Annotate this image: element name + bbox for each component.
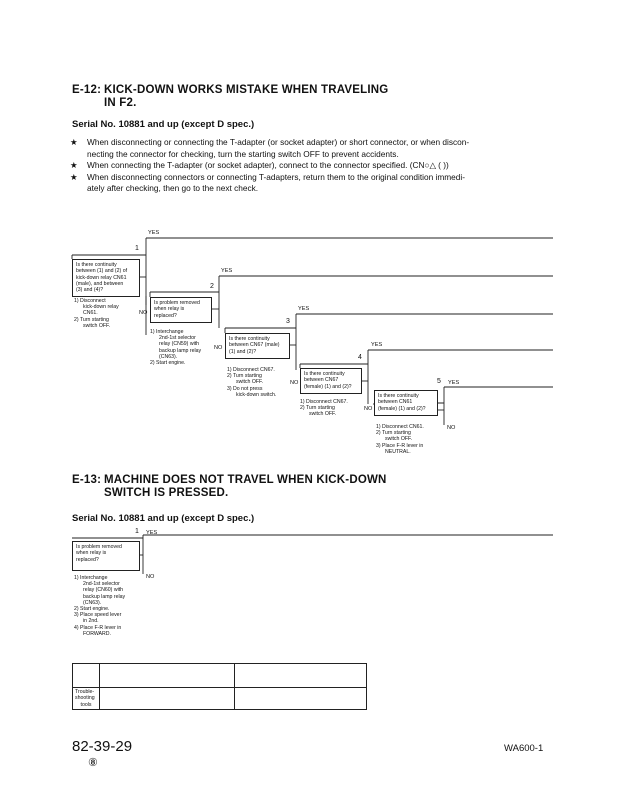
e12-title-line1: KICK-DOWN WORKS MISTAKE WHEN TRAVELING <box>104 84 389 96</box>
troubleshooting-tools-table <box>72 663 367 710</box>
question-line: replaced? <box>154 312 177 319</box>
step: 3) Place F-R lever in <box>376 442 424 449</box>
no-label: NO <box>364 406 373 412</box>
step: backup lamp relay <box>83 593 126 600</box>
no-label: NO <box>447 425 456 431</box>
yes-label: YES <box>146 530 158 536</box>
step: 2) Turn starting <box>74 316 109 323</box>
page-number: 82-39-29 <box>72 738 133 755</box>
tools-label <box>73 688 100 710</box>
no-label: NO <box>146 574 155 580</box>
question-line: between CN67 <box>304 377 339 384</box>
step: in 2nd. <box>83 618 99 625</box>
question-line: between CN67 (male) <box>229 342 280 349</box>
e13-check-question <box>72 541 140 571</box>
check-number: 1 <box>135 245 139 252</box>
step: (CN63). <box>83 599 102 606</box>
step: backup lamp relay <box>159 347 202 354</box>
step: CN61. <box>83 310 98 317</box>
note-line: When connecting the T-adapter (or socket adapter), connect to the connector specified. (CN○△ ( )) <box>87 160 449 170</box>
step: 2) Turn starting <box>227 373 262 380</box>
step: 2) Turn starting <box>300 405 335 412</box>
question-line: (male), and between <box>76 280 124 287</box>
e13-serial: Serial No. 10881 and up (except D spec.) <box>72 513 255 524</box>
step: relay (CN59) with <box>159 341 200 348</box>
no-label: NO <box>214 345 223 351</box>
yes-label: YES <box>371 342 383 348</box>
step: NEUTRAL. <box>385 448 411 455</box>
table-cell <box>73 664 100 688</box>
no-label: NO <box>290 380 299 386</box>
step: switch OFF. <box>83 322 111 329</box>
step: 2nd-1st selector <box>83 581 120 588</box>
question-line: Is problem removed <box>154 300 200 306</box>
step: 2) Turn starting <box>376 430 411 437</box>
yes-label: YES <box>148 230 160 236</box>
step: FORWARD. <box>83 630 111 637</box>
question-line: replaced? <box>76 556 99 563</box>
question-line: (female) (1) and (2)? <box>304 383 352 390</box>
no-label: NO <box>139 310 148 316</box>
step: 3) Place speed lever <box>74 612 122 619</box>
note-line: necting the connector for checking, turn the starting switch OFF to prevent accidents. <box>87 148 399 159</box>
e12-serial: Serial No. 10881 and up (except D spec.) <box>72 119 255 130</box>
model-code: WA600-1 <box>504 743 544 754</box>
step: 1) Disconnect CN67. <box>227 367 275 373</box>
question-line: when relay is <box>154 306 185 313</box>
step: 2) Start engine. <box>150 360 186 367</box>
star-icon: ★ <box>70 137 78 147</box>
e13-title-line1: MACHINE DOES NOT TRAVEL WHEN KICK-DOWN <box>104 474 387 486</box>
question-line: kick-down relay CN61 <box>76 274 127 281</box>
tools-label-line: shooting <box>75 695 95 702</box>
step: 2) Start engine. <box>74 606 110 613</box>
check-number: 2 <box>210 283 214 290</box>
e12-code: E-12: <box>72 84 102 96</box>
note-line: ately after checking, then go to the next check. <box>87 183 259 193</box>
step: switch OFF. <box>385 436 413 443</box>
e13-title-line2: SWITCH IS PRESSED. <box>104 487 229 499</box>
yes-label: YES <box>298 306 310 312</box>
tools-label-line: tools <box>80 701 92 708</box>
e13-code: E-13: <box>72 474 102 486</box>
step: 3) Do not press <box>227 385 263 392</box>
step: 1) Disconnect <box>74 298 106 304</box>
question-line: between CN61 <box>378 399 413 406</box>
check-number: 1 <box>135 528 139 535</box>
yes-label: YES <box>221 268 233 274</box>
check-number: 5 <box>437 378 441 385</box>
table-cell <box>235 688 367 710</box>
step: switch OFF. <box>309 411 337 418</box>
question-line: Is there continuity <box>378 393 419 399</box>
step: 1) Disconnect CN61. <box>376 424 424 430</box>
yes-label: YES <box>448 380 460 386</box>
step: 1) Disconnect CN67. <box>300 399 348 405</box>
question-line: when relay is <box>76 550 107 557</box>
step: kick-down switch. <box>236 391 277 398</box>
step: kick-down relay <box>83 304 119 311</box>
question-line: between (1) and (2) of <box>76 268 128 275</box>
note-line: When disconnecting connectors or connecting T-adapters, return them to the original condition immedi- <box>87 171 466 182</box>
step: switch OFF. <box>236 379 264 386</box>
table-cell <box>100 688 235 710</box>
step: 1) Interchange <box>150 329 184 335</box>
e13-check-steps <box>74 575 142 637</box>
step: 4) Place F-R lever in <box>74 624 122 631</box>
question-line: (1) and (2)? <box>229 348 257 355</box>
question-line: (female) (1) and (2)? <box>378 405 426 412</box>
e12-title-line2: IN F2. <box>104 97 137 109</box>
revision-mark: ⑧ <box>88 757 98 769</box>
table-cell <box>235 664 367 688</box>
question-line: Is problem removed <box>76 544 122 550</box>
question-line: Is there continuity <box>304 371 345 377</box>
star-icon: ★ <box>70 160 78 170</box>
question-line: Is there continuity <box>229 336 270 342</box>
star-icon: ★ <box>70 171 78 182</box>
check-number: 3 <box>286 318 290 325</box>
tools-label-line: Trouble- <box>75 689 95 696</box>
step: 2nd-1st selector <box>159 335 196 342</box>
table-cell <box>100 664 235 688</box>
question-line: (3) and (4)? <box>76 287 104 294</box>
check-number: 4 <box>358 354 362 361</box>
step: relay (CN60) with <box>83 587 124 594</box>
step: (CN63). <box>159 353 178 360</box>
step: 1) Interchange <box>74 575 108 581</box>
question-line: Is there continuity <box>76 262 117 268</box>
note-line: When disconnecting or connecting the T-adapter (or socket adapter) or short connector, or when discon- <box>87 137 470 147</box>
